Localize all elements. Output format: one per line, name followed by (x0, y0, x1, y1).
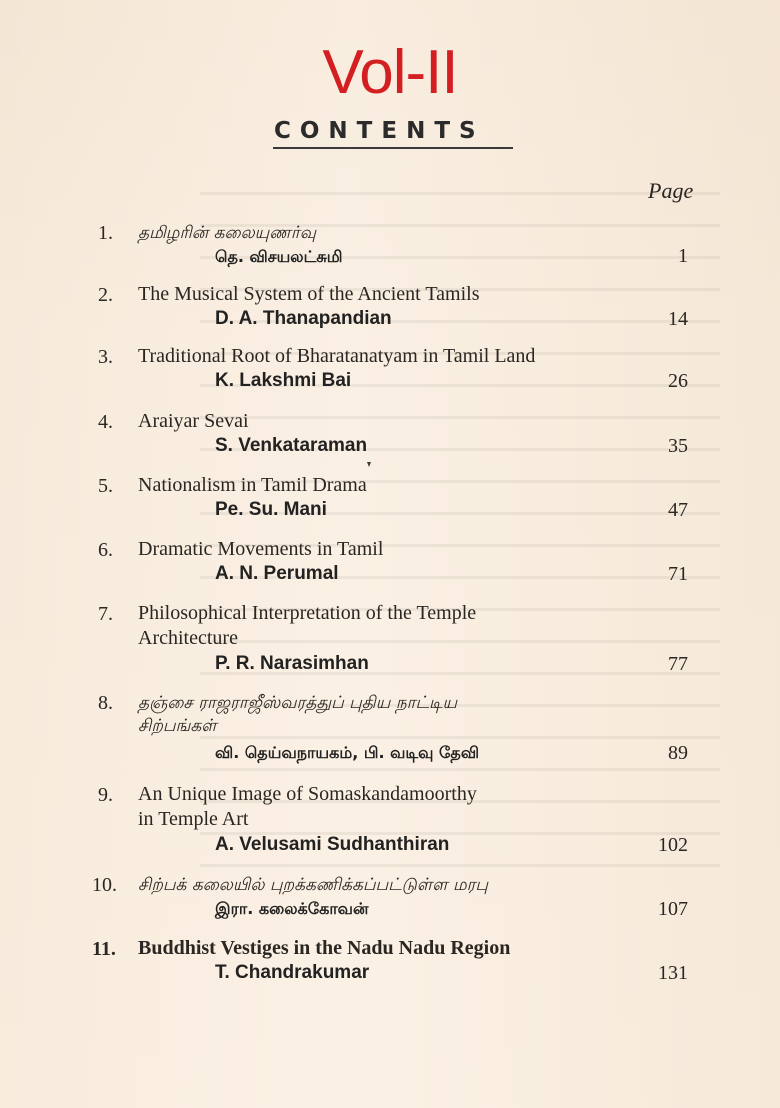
entry-title: தமிழரின் கலையுணர்வு (138, 223, 317, 243)
entry-number: 1. (98, 222, 113, 244)
entry-title: Philosophical Interpretation of the Temple (138, 602, 477, 624)
entry-page: 131 (658, 962, 688, 984)
entry-author: Pe. Su. Mani (215, 499, 327, 520)
entry-number: 4. (98, 411, 113, 433)
entry-number: 9. (98, 784, 113, 806)
entry-title-continued: Architecture (138, 627, 238, 649)
entry-page: 47 (668, 499, 688, 521)
entry-page: 14 (668, 308, 688, 330)
entry-page: 1 (678, 245, 688, 267)
entry-title: Traditional Root of Bharatanatyam in Tamil Land (138, 345, 536, 367)
entry-page: 107 (658, 898, 688, 920)
entry-author: T. Chandrakumar (215, 962, 370, 983)
entry-page: 71 (668, 563, 688, 585)
entry-author: தெ. விசயலட்சுமி (215, 247, 343, 266)
volume-title: Vol-II (322, 38, 458, 107)
entry-title: சிற்பக் கலையில் புறக்கணிக்கப்பட்டுள்ள மரபு (138, 875, 489, 895)
entry-number: 11. (92, 938, 116, 960)
entry-title: Nationalism in Tamil Drama (138, 474, 367, 496)
entry-number: 2. (98, 284, 113, 306)
ink-speck (367, 462, 371, 467)
entry-author: வி. தெய்வநாயகம், பி. வடிவு தேவி (215, 743, 480, 762)
entry-title: தஞ்சை ராஜராஜீஸ்வரத்துப் புதிய நாட்டிய (138, 693, 458, 713)
entry-author: இரா. கலைக்கோவன் (215, 899, 369, 918)
entry-title-continued: in Temple Art (138, 808, 249, 830)
entry-title: Dramatic Movements in Tamil (138, 538, 384, 560)
entry-author: A. N. Perumal (215, 563, 339, 584)
entry-number: 8. (98, 692, 113, 714)
entry-page: 26 (668, 370, 688, 392)
entry-author: P. R. Narasimhan (215, 653, 369, 674)
entry-author: D. A. Thanapandian (215, 308, 392, 329)
entry-number: 7. (98, 603, 113, 625)
entry-page: 89 (668, 742, 688, 764)
entry-title: The Musical System of the Ancient Tamils (138, 283, 480, 305)
entry-number: 10. (92, 874, 117, 896)
entry-author: A. Velusami Sudhanthiran (215, 834, 450, 855)
heading-underline (273, 147, 513, 149)
entry-title-continued: சிற்பங்கள் (138, 716, 217, 736)
entry-page: 102 (658, 834, 688, 856)
entry-number: 5. (98, 475, 113, 497)
entry-title: Araiyar Sevai (138, 410, 249, 432)
entry-author: S. Venkataraman (215, 435, 368, 456)
entry-number: 3. (98, 346, 113, 368)
entry-page: 35 (668, 435, 688, 457)
page-column-label: Page (648, 178, 694, 203)
entry-author: K. Lakshmi Bai (215, 370, 352, 391)
entry-page: 77 (668, 653, 688, 675)
contents-heading: CONTENTS (274, 118, 485, 144)
entry-number: 6. (98, 539, 113, 561)
entry-title: Buddhist Vestiges in the Nadu Nadu Region (138, 937, 511, 959)
entry-title: An Unique Image of Somaskandamoorthy (138, 783, 477, 805)
